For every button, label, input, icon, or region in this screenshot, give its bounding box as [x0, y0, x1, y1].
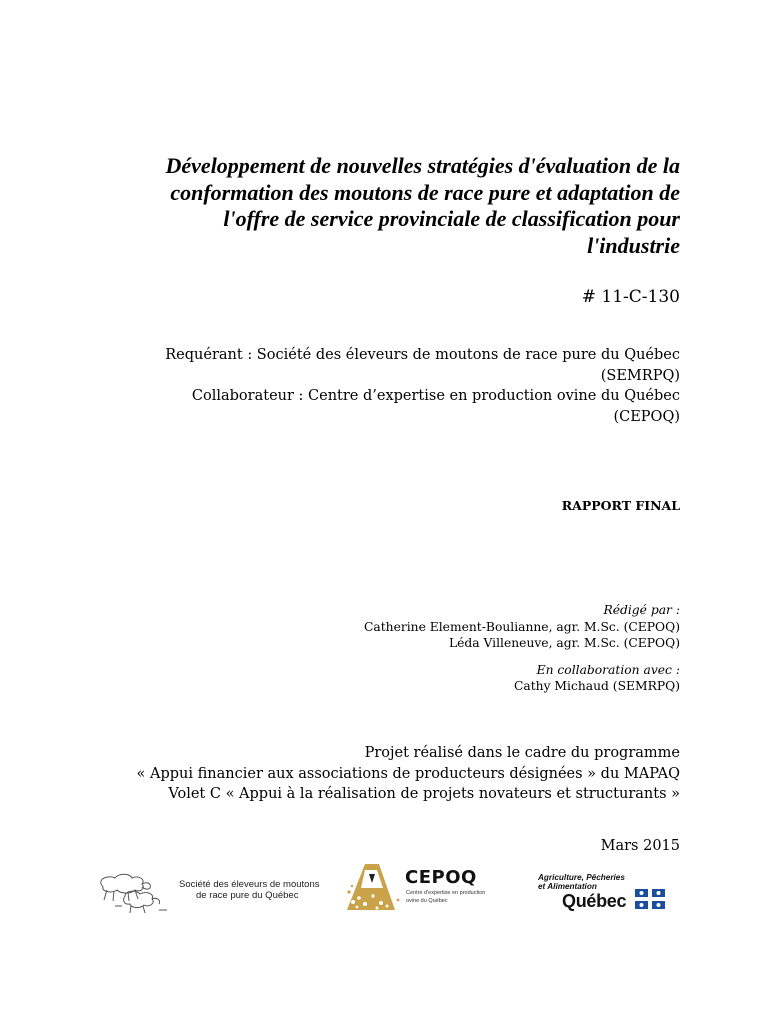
authors-block [364, 602, 680, 695]
collab-label: En collaboration avec : [536, 662, 680, 677]
mapaq-logo-line: et Alimentation [538, 882, 597, 891]
collaborator-name: Cathy Michaud (SEMRPQ) [513, 679, 680, 693]
program-line: Volet C « Appui à la réalisation de projets novateurs et structurants » [168, 786, 680, 802]
semrpq-logo-text [179, 879, 319, 901]
cepoq-logo-line: Centre d'expertise en production [406, 890, 486, 896]
program-block [137, 743, 680, 805]
sheep-illustration-icon [95, 870, 179, 915]
cepoq-logo [343, 862, 486, 914]
semrpq-logo-line: Société des éleveurs de moutons [179, 879, 320, 890]
project-number: # 11-C-130 [581, 287, 680, 307]
requerant-acronym: (SEMRPQ) [600, 367, 680, 384]
program-line: Projet réalisé dans le cadre du programme [364, 745, 680, 761]
cepoq-emblem-icon [343, 862, 405, 914]
mapaq-logo-line: Agriculture, Pêcheries [538, 873, 625, 882]
program-line: « Appui financier aux associations de producteurs désignées » du MAPAQ [136, 765, 680, 782]
spacer [364, 652, 680, 662]
cepoq-wordmark: CEPOQ [405, 867, 477, 888]
redige-label: Rédigé par : [603, 603, 680, 617]
author-name: Catherine Element-Boulianne, agr. M.Sc. (CEPOQ) [363, 619, 680, 634]
report-title [60, 153, 680, 259]
title-line: l'offre de service provinciale de classification pour [223, 206, 680, 231]
mapaq-ministry-name [538, 873, 625, 891]
cepoq-logo-line: ovine du Québec [406, 898, 448, 904]
title-line: conformation des moutons de race pure et adaptation de [170, 179, 680, 205]
report-type-label: RAPPORT FINAL [561, 498, 680, 513]
title-line: Développement de nouvelles stratégies d'évaluation de la [165, 153, 680, 178]
mapaq-logo [538, 870, 678, 914]
parties-block [165, 345, 680, 427]
title-line: l'industrie [587, 232, 680, 258]
author-name: Léda Villeneuve, agr. M.Sc. (CEPOQ) [448, 636, 680, 650]
quebec-flag-icon [635, 889, 665, 909]
collaborateur-line: Collaborateur : Centre d’expertise en production ovine du Québec [191, 388, 680, 404]
quebec-wordmark: Québec [562, 891, 627, 911]
semrpq-logo [95, 870, 320, 915]
semrpq-logo-line: de race pure du Québec [196, 890, 299, 901]
report-date: Mars 2015 [600, 838, 680, 854]
cepoq-logo-subtitle [406, 889, 485, 905]
requerant-line: Requérant : Société des éleveurs de moutons de race pure du Québec [165, 347, 680, 363]
collaborateur-acronym: (CEPOQ) [613, 408, 680, 425]
